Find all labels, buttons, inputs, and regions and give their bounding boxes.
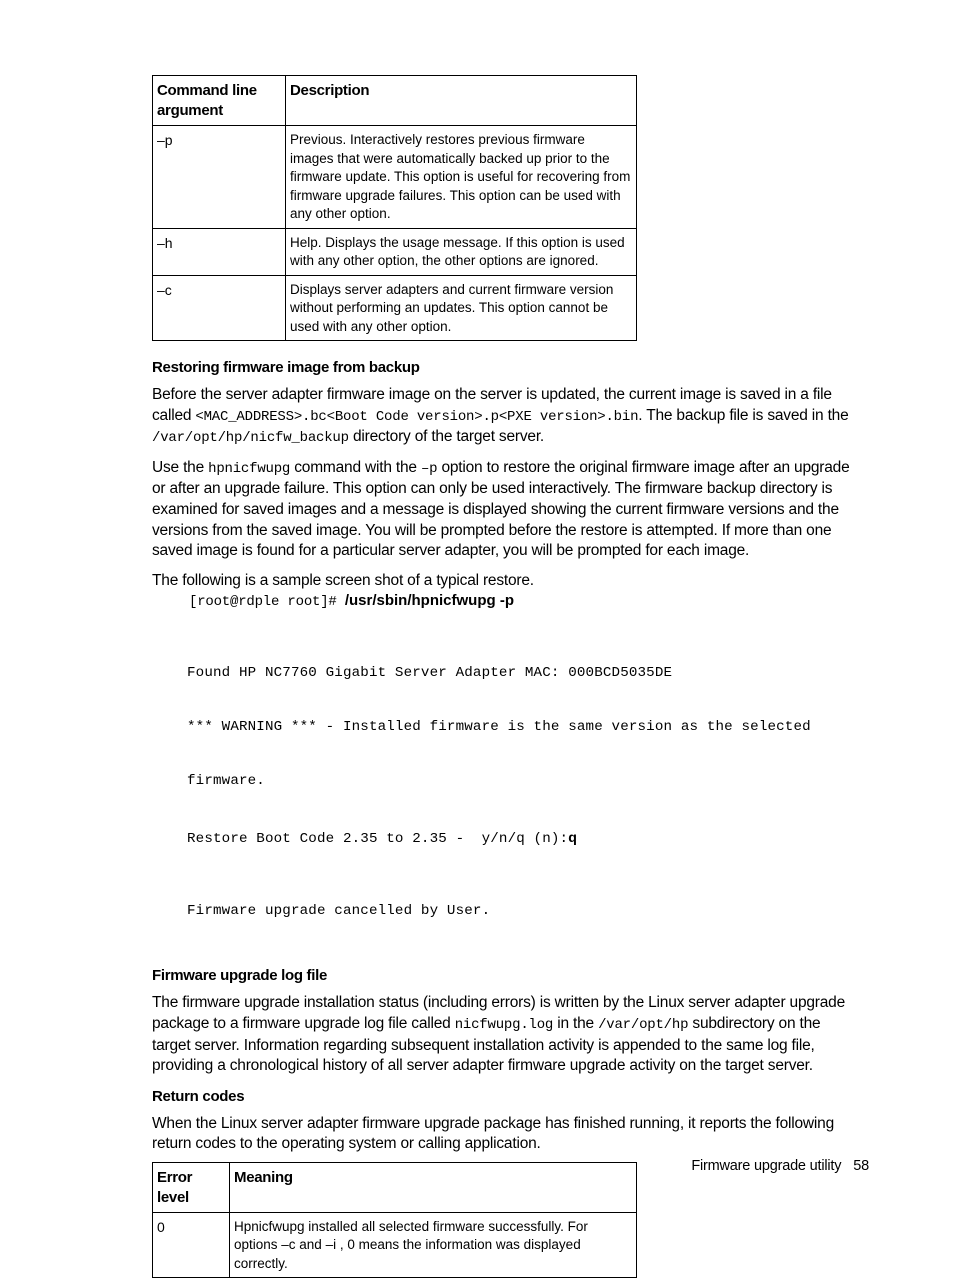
text: subdirectory on the target server. Information regarding subsequent installation activity is appended to the same log file, providing a chronological history of all server adapter firmware upgrade activity on the target server. bbox=[152, 1014, 821, 1075]
page-number: 58 bbox=[853, 1158, 869, 1174]
text: Use the bbox=[152, 458, 209, 476]
backup-directory-code: /var/opt/hp/nicfw_backup bbox=[152, 430, 349, 447]
output-line: Firmware upgrade cancelled by User. bbox=[187, 903, 491, 920]
table-header-row bbox=[153, 76, 637, 126]
text: option to restore the original firmware image after an upgrade or after an upgrade failure. This option can only be used interactively. The firmware backup directory is examined for saved images and a message is displayed showing the current firmware versions and the versions from the saved image. You will be prompted before the restore is attempted. If more than one saved image is found for a particular server adapter, you will be prompted for each image. bbox=[152, 458, 850, 560]
page-content bbox=[152, 75, 862, 1278]
output-line-prompt bbox=[187, 829, 862, 848]
table-row bbox=[153, 228, 637, 275]
footer-title: Firmware upgrade utility bbox=[691, 1158, 842, 1174]
typed-command: /usr/sbin/hpnicfwupg -p bbox=[344, 592, 514, 610]
description-cell: Displays server adapters and current firmware version without performing an updates. This option cannot be used with any other option. bbox=[286, 275, 637, 341]
backup-filename-code: <MAC_ADDRESS>.bc<Boot Code version>.p<PXE version>.bin bbox=[195, 408, 639, 425]
table-row bbox=[153, 275, 637, 341]
restore-paragraph-2 bbox=[152, 458, 862, 562]
command-name-code: hpnicfwupg bbox=[208, 460, 291, 477]
text: . The backup file is saved in the bbox=[638, 406, 849, 424]
column-header-argument: Command line argument bbox=[153, 76, 286, 126]
text: Before the server adapter firmware image on the server is updated, the current image is saved in a file called bbox=[152, 386, 832, 424]
column-header-error-level: Error level bbox=[153, 1162, 230, 1212]
restore-heading: Restoring firmware image from backup bbox=[152, 359, 420, 376]
column-header-meaning: Meaning bbox=[230, 1162, 637, 1212]
command-line-example bbox=[189, 591, 862, 612]
restore-paragraph-1 bbox=[152, 385, 862, 449]
restore-paragraph-3: The following is a sample screen shot of a typical restore. bbox=[152, 571, 534, 589]
table-row bbox=[153, 126, 637, 229]
argument-cell: –p bbox=[153, 126, 286, 229]
output-line: *** WARNING *** - Installed firmware is the same version as the selected bbox=[187, 719, 811, 736]
text: command with the bbox=[290, 458, 421, 476]
table-row bbox=[153, 1212, 637, 1278]
description-cell: Help. Displays the usage message. If this option is used with any other option, the other options are ignored. bbox=[286, 228, 637, 275]
argument-cell: –c bbox=[153, 275, 286, 341]
text: The firmware upgrade installation status (including errors) is written by the Linux server adapter upgrade package to a firmware upgrade log file called bbox=[152, 994, 846, 1032]
column-header-description: Description bbox=[286, 76, 637, 126]
error-level-cell: 0 bbox=[153, 1212, 230, 1278]
output-line: Found HP NC7760 Gigabit Server Adapter MAC: 000BCD5035DE bbox=[187, 665, 673, 682]
text: directory of the target server. bbox=[348, 428, 545, 446]
restore-prompt-text: Restore Boot Code 2.35 to 2.35 - y/n/q (n): bbox=[187, 831, 569, 848]
argument-cell: –h bbox=[153, 228, 286, 275]
output-line: firmware. bbox=[187, 773, 265, 790]
shell-prompt: [root@rdple root]# bbox=[189, 594, 345, 611]
user-answer: q bbox=[568, 830, 578, 847]
log-paragraph bbox=[152, 993, 862, 1076]
arguments-table bbox=[152, 75, 637, 341]
description-cell: Previous. Interactively restores previous firmware images that were automatically backed up prior to the firmware update. This option is useful for recovering from firmware upgrade failures. This option can be used with any other option. bbox=[286, 126, 637, 229]
log-directory-code: /var/opt/hp bbox=[598, 1016, 689, 1033]
return-codes-table bbox=[152, 1162, 637, 1278]
return-codes-heading: Return codes bbox=[152, 1087, 245, 1105]
table-header-row bbox=[153, 1162, 637, 1212]
option-code: –p bbox=[420, 460, 438, 477]
meaning-cell: Hpnicfwupg installed all selected firmware successfully. For options –c and –i , 0 means the information was displayed correctly. bbox=[230, 1212, 637, 1278]
terminal-output bbox=[187, 628, 862, 956]
log-filename-code: nicfwupg.log bbox=[454, 1016, 554, 1033]
return-codes-paragraph: When the Linux server adapter firmware upgrade package has finished running, it reports the following return codes to the operating system or calling application. bbox=[152, 1114, 835, 1153]
text: in the bbox=[553, 1014, 599, 1032]
log-heading: Firmware upgrade log file bbox=[152, 967, 328, 985]
page-footer bbox=[691, 1158, 869, 1174]
